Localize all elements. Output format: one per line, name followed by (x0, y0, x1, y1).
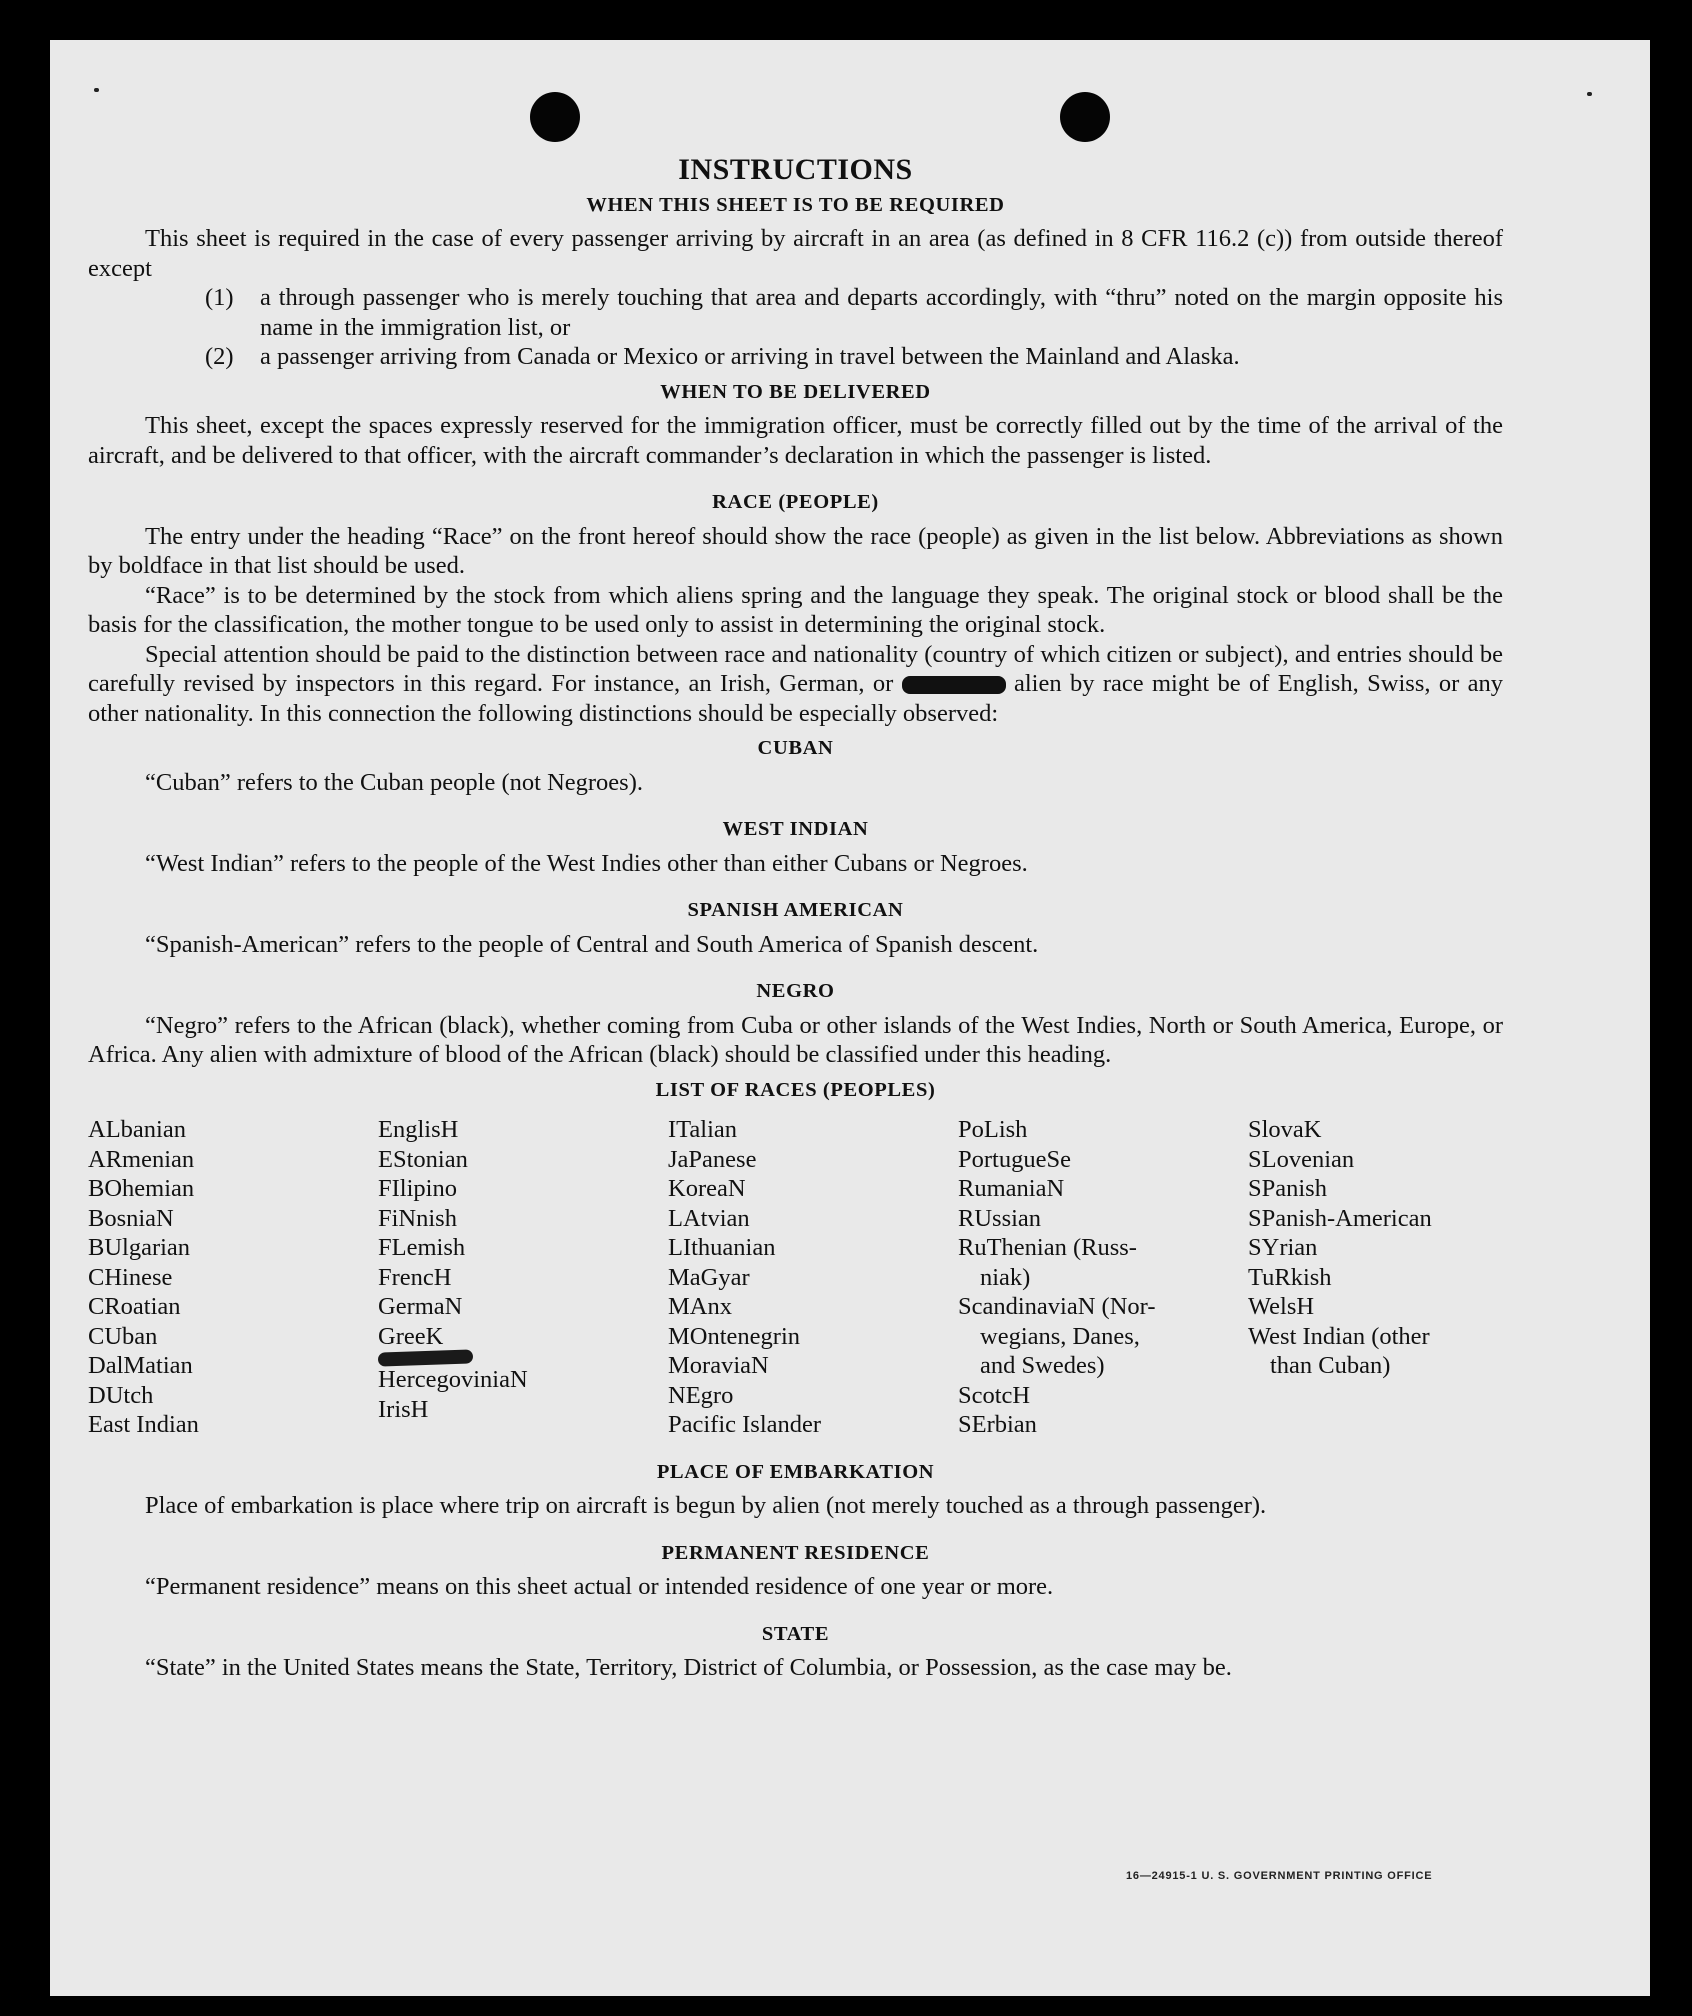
race-paragraph-2: “Race” is to be determined by the stock from which aliens spring and the language they speak. The original stock or blood shall be the basis for the classification, the mother tongue to be used only to assist in determining the original stock. (88, 581, 1503, 638)
speck (94, 88, 99, 92)
race-entry: LAtvian (668, 1204, 750, 1232)
state-text: “State” in the United States means the State, Territory, District of Columbia, or Possession, as the case may be. (145, 1654, 1232, 1681)
race-entry: West Indian (other (1248, 1322, 1430, 1350)
race-entry-continued: niak) (980, 1263, 1031, 1291)
race-entry: MAnx (668, 1293, 732, 1320)
race-entry-continued: wegians, Danes, (980, 1322, 1140, 1350)
race-entry: FiNnish (378, 1204, 457, 1232)
race-entry: ScotcH (958, 1381, 1031, 1409)
race-entry: SlovaK (1248, 1116, 1322, 1143)
race-paragraph-3 (88, 640, 1503, 729)
cuban-text: “Cuban” refers to the Cuban people (not Negroes). (145, 768, 643, 796)
race-entry: ALbanian (88, 1116, 186, 1143)
heading-west-indian: WEST INDIAN (722, 818, 869, 840)
negro-text: “Negro” refers to the African (black), whether coming from Cuba or other islands of the West Indies, North or South America, Europe, or Africa. Any alien with admixture of blood of the African (black) should be classified under this heading. (88, 1011, 1503, 1068)
race-entry: DUtch (88, 1381, 154, 1409)
race-entry: SLovenian (1248, 1145, 1355, 1173)
race-entry: CHinese (88, 1263, 173, 1291)
race-entry: NEgro (668, 1381, 734, 1409)
races-column-3 (668, 1115, 958, 1440)
heading-race: RACE (PEOPLE) (712, 491, 879, 513)
race-entry: MOntenegrin (668, 1322, 800, 1350)
embarkation-text: Place of embarkation is place where trip on aircraft is begun by alien (not merely touched as a through passenger). (145, 1492, 1267, 1519)
race-entry: FIlipino (378, 1175, 457, 1202)
race-entry-redacted (378, 1351, 668, 1365)
race-entry: BUlgarian (88, 1234, 191, 1261)
races-column-2 (378, 1115, 668, 1440)
race-entry: EnglisH (378, 1116, 459, 1143)
west-indian-text: “West Indian” refers to the people of the West Indies other than either Cubans or Negroes. (145, 849, 1028, 877)
race-entry: RuThenian (Russ- (958, 1234, 1137, 1261)
race-entry: ITalian (668, 1116, 738, 1143)
race-entry: LIthuanian (668, 1234, 776, 1261)
document-title: INSTRUCTIONS (678, 153, 913, 186)
race-entry: JaPanese (668, 1145, 757, 1173)
race-entry: ScandinaviaN (Nor- (958, 1293, 1156, 1320)
race-entry: SPanish-American (1248, 1204, 1432, 1232)
race-entry: East Indian (88, 1411, 199, 1438)
document-sheet (50, 40, 1650, 1996)
heading-embarkation: PLACE OF EMBARKATION (656, 1460, 935, 1483)
race-entry: GreeK (378, 1322, 444, 1350)
redaction-mark (902, 676, 1006, 694)
heading-list-of-races: LIST OF RACES (PEOPLES) (655, 1078, 936, 1101)
race-entry: KoreaN (668, 1175, 746, 1202)
when-delivered-text: This sheet, except the spaces expressly reserved for the immigration officer, must be correctly filled out by the time of the arrival of the aircraft, and be delivered to that officer, with the aircraft commander’s declaration in which the passenger is listed. (88, 412, 1503, 469)
heading-spanish-american: SPANISH AMERICAN (687, 899, 904, 921)
race-entry: MaGyar (668, 1263, 750, 1291)
list-item (88, 283, 1503, 342)
race-entry: RumaniaN (958, 1175, 1065, 1202)
race-entry-continued: than Cuban) (1270, 1352, 1391, 1379)
race-entry: SErbian (958, 1411, 1037, 1438)
heading-state: STATE (761, 1622, 830, 1645)
heading-permanent-residence: PERMANENT RESIDENCE (661, 1541, 930, 1564)
race-entry: TuRkish (1248, 1263, 1332, 1291)
punch-hole (1060, 92, 1110, 142)
list-item (88, 342, 1503, 372)
race-entry: CUban (88, 1322, 158, 1350)
race-entry: FLemish (378, 1234, 466, 1261)
heading-when-delivered: WHEN TO BE DELIVERED (660, 380, 931, 403)
item-text: a passenger arriving from Canada or Mexico or arriving in travel between the Mainland and Alaska. (260, 343, 1240, 370)
punch-hole (530, 92, 580, 142)
race-entry: BosniaN (88, 1204, 174, 1232)
item-text: a through passenger who is merely touching that area and departs accordingly, with “thru” noted on the margin opposite his name in the immigration list, or (260, 284, 1503, 341)
race-entry: SPanish (1248, 1175, 1327, 1202)
speck (1587, 92, 1592, 96)
race-paragraph-3-end: alien by race might be of English, Swiss, or any other nationality. In this connection the following distinctions should be especially observed: (88, 670, 1504, 727)
races-list (88, 1115, 1503, 1440)
race-entry: DalMatian (88, 1352, 193, 1379)
race-entry: RUssian (958, 1204, 1042, 1232)
item-number: (2) (205, 343, 234, 370)
printing-office-footer: 16—24915-1 U. S. GOVERNMENT PRINTING OFFICE (1126, 1870, 1433, 1882)
race-entry: BOhemian (88, 1175, 195, 1202)
heading-negro: NEGRO (756, 980, 835, 1002)
residence-text: “Permanent residence” means on this sheet actual or intended residence of one year or more. (145, 1573, 1054, 1600)
race-entry: PortugueSe (958, 1145, 1071, 1173)
spanish-american-text: “Spanish-American” refers to the people of Central and South America of Spanish descent. (145, 930, 1039, 958)
race-entry: Pacific Islander (668, 1411, 822, 1438)
races-column-4 (958, 1115, 1248, 1440)
race-entry: PoLish (958, 1116, 1028, 1143)
race-entry: EStonian (378, 1145, 468, 1173)
race-entry: MoraviaN (668, 1352, 769, 1379)
race-entry-continued: and Swedes) (980, 1352, 1105, 1379)
heading-when-required: WHEN THIS SHEET IS TO BE REQUIRED (586, 193, 1005, 216)
when-required-intro: This sheet is required in the case of every passenger arriving by aircraft in an area (as defined in 8 CFR 116.2 (c)) from outside thereof except (88, 225, 1503, 282)
race-entry: FrencH (378, 1263, 452, 1291)
races-column-5 (1248, 1115, 1503, 1440)
race-entry: HercegoviniaN (378, 1366, 528, 1393)
heading-cuban: CUBAN (757, 737, 834, 759)
item-number: (1) (205, 284, 234, 311)
races-column-1 (88, 1115, 378, 1440)
document-body (88, 155, 1503, 1683)
race-entry: IrisH (378, 1395, 429, 1423)
race-entry: CRoatian (88, 1293, 181, 1320)
race-paragraph-1: The entry under the heading “Race” on the front hereof should show the race (people) as given in the list below. Abbreviations as shown by boldface in that list should be used. (88, 522, 1503, 579)
race-paragraph-3-start: Special attention should be paid to the distinction between race and nationality (country of which citizen or subject), and entries should be carefully revised by inspectors in this regard. For instance, an Irish, German, or (88, 640, 1503, 697)
race-entry: SYrian (1248, 1234, 1318, 1261)
race-entry: GermaN (378, 1293, 463, 1320)
race-entry: WelsH (1248, 1293, 1315, 1320)
race-entry: ARmenian (88, 1145, 195, 1173)
